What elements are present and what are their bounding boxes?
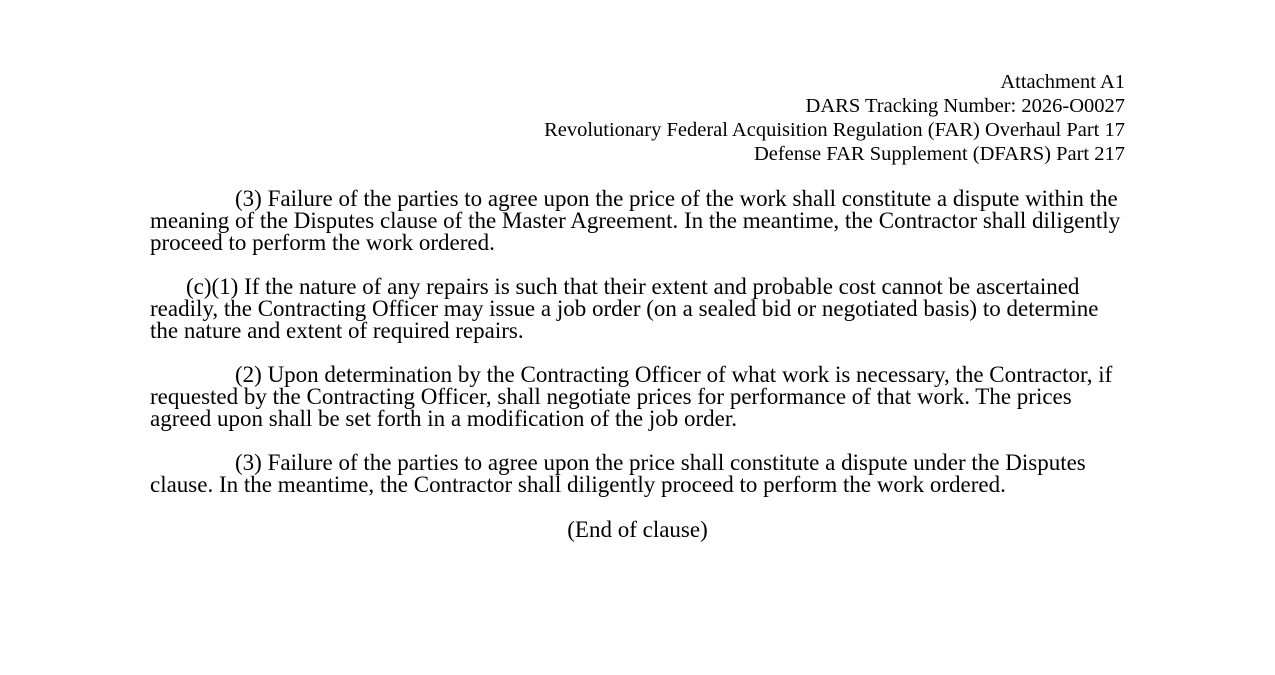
tracking-number: DARS Tracking Number: 2026-O0027 <box>805 95 1125 117</box>
far-part-title: Revolutionary Federal Acquisition Regulation (FAR) Overhaul Part 17 <box>544 119 1125 141</box>
attachment-label: Attachment A1 <box>1000 71 1125 93</box>
clause-body <box>150 188 1125 542</box>
paragraph-b3: (3) Failure of the parties to agree upon the price of the work shall constitute a dispute within the meaning of the Disputes clause of the Master Agreement. In the meantime, the Contractor shall diligently proceed to perform the work ordered. <box>150 186 1121 255</box>
dfars-part-title: Defense FAR Supplement (DFARS) Part 217 <box>753 143 1125 165</box>
paragraph-c3: (3) Failure of the parties to agree upon the price shall constitute a dispute under the Disputes clause. In the meantime, the Contractor shall diligently proceed to perform the work ordered. <box>150 450 1086 497</box>
document-header <box>150 70 1125 166</box>
paragraph-c2: (2) Upon determination by the Contracting Officer of what work is necessary, the Contractor, if requested by the Contracting Officer, shall negotiate prices for performance of that work. The prices agreed upon shall be set forth in a modification of the job order. <box>150 362 1113 431</box>
document-page <box>150 70 1125 542</box>
paragraph-c1: (c)(1) If the nature of any repairs is such that their extent and probable cost cannot be ascertained readily, the Contracting Officer may issue a job order (on a sealed bid or negotiated basis) to determine the nature and extent of required repairs. <box>150 274 1099 343</box>
end-of-clause: (End of clause) <box>567 517 708 542</box>
